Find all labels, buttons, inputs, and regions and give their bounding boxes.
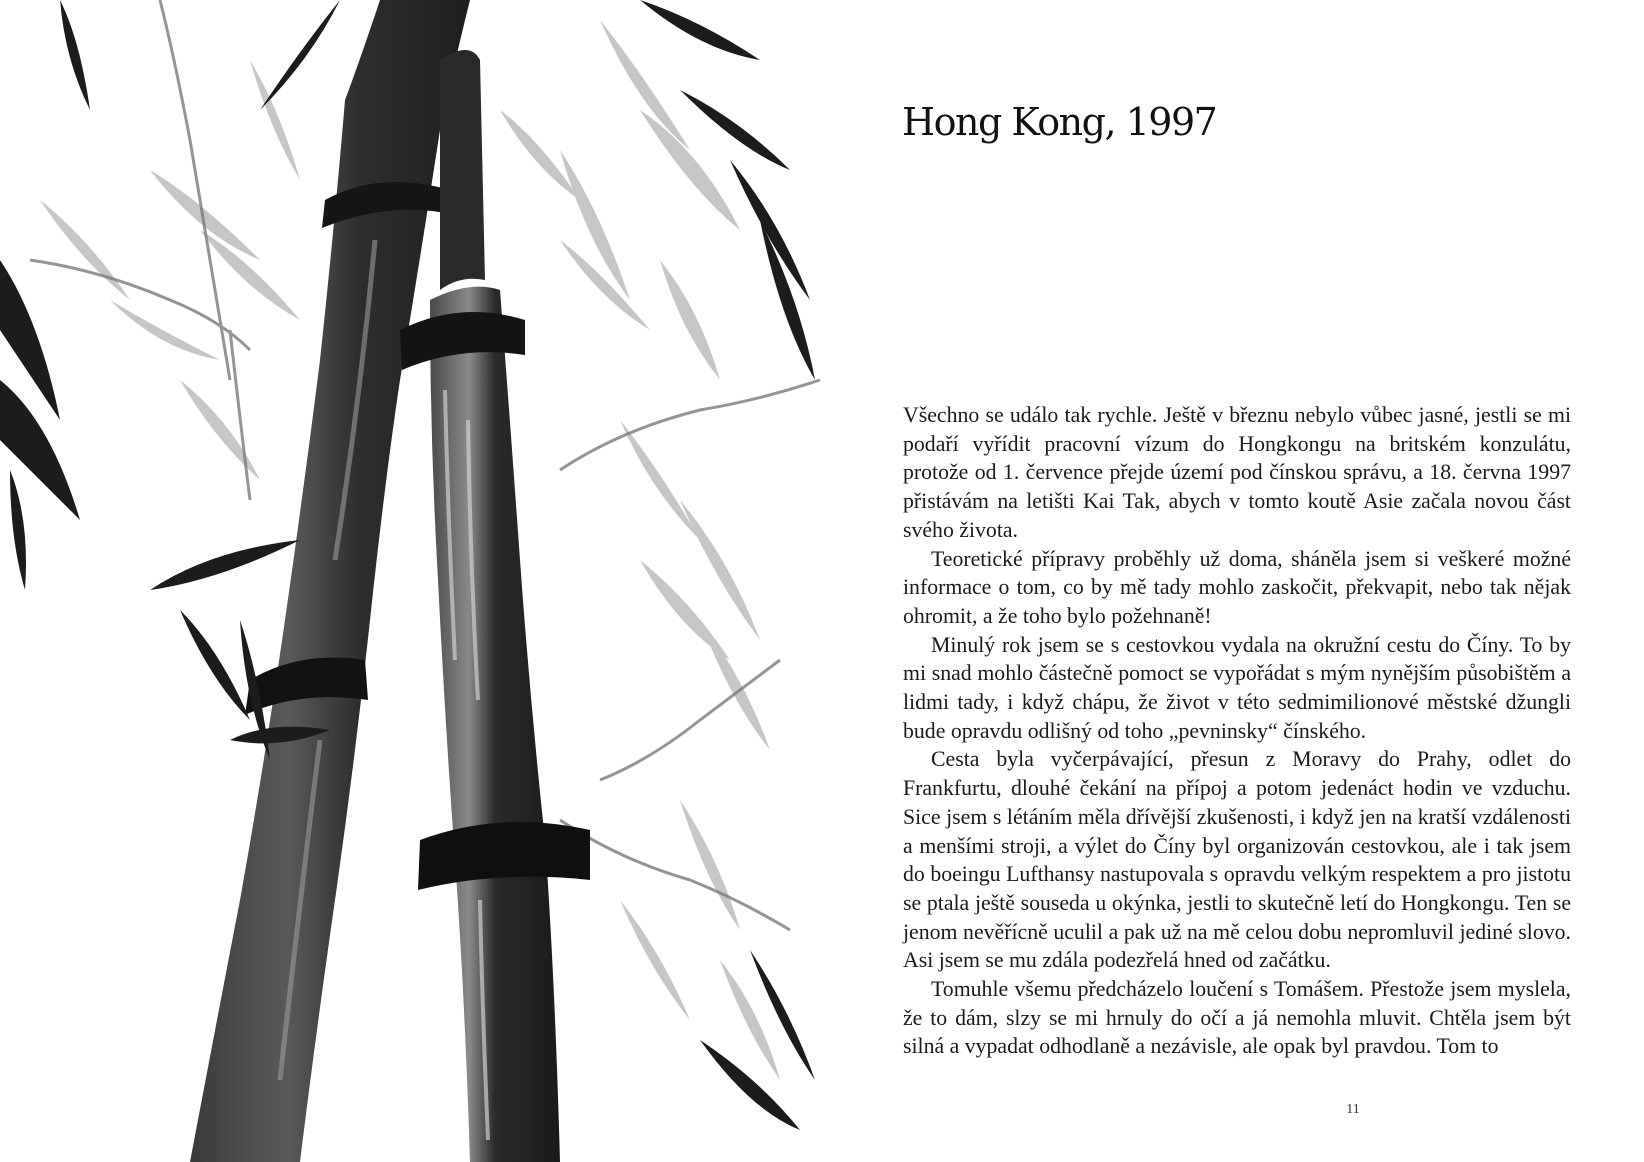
paragraph: Tomuhle všemu předcházelo loučení s Tomášem. Přestože jsem myslela, že to dám, slzy se mi hrnuly do očí a já nemohla mluvit. Chtěla jsem být silná a vypadat odhodlaně a nezávisle, ale opak byl pravdou. Tom to	[903, 977, 1571, 1059]
page-number: 11	[1346, 1102, 1360, 1117]
chapter-title: Hong Kong, 1997	[902, 100, 1217, 144]
paragraph: Cesta byla vyčerpávající, přesun z Moravy do Prahy, odlet do Frankfurtu, dlouhé čekání na přípoj a potom jedenáct hodin ve vzduchu. Sice jsem s létáním měla dřívější zkušenosti, i když jen na kratší vzdálenosti a menšími stroji, a výlet do Číny byl organizován cestovkou, ale i tak jsem do boeingu Lufthansy nastupovala s opravdu velkým respektem a pro jistotu se ptala ještě souseda u okýnka, jestli to skutečně letí do Hongkongu. Ten se jenom nevěřícně uculil a pak už na mě celou dobu nepromluvil jediné slovo. Asi jsem se mu zdála podezřelá hned od začátku.	[903, 747, 1571, 973]
paragraph: Minulý rok jsem se s cestovkou vydala na okružní cestu do Číny. To by mi snad mohlo částečně pomoct se vypořádat s mým nynějším působištěm a lidmi tady, i když chápu, že život v této sedmimilionové městské džungli bude opravdu odlišný od toho „pevninsky“ čínského.	[903, 632, 1571, 743]
paragraph: Všechno se událo tak rychle. Ještě v březnu nebylo vůbec jasné, jestli se mi podaří vyřídit pracovní vízum do Hongkongu na britském konzulátu, protože od 1. července přejde území pod čínskou správu, a 18. června 1997 přistávám na letišti Kai Tak, abych v tomto koutě Asie začala novou část svého života.	[903, 403, 1571, 542]
chapter-body	[903, 401, 1571, 1061]
right-page-text	[822, 0, 1644, 1162]
paragraph: Teoretické přípravy proběhly už doma, sháněla jsem si veškeré možné informace o tom, co by mě tady mohlo zaskočit, překvapit, nebo tak nějak ohromit, a že toho bylo požehnaně!	[903, 546, 1571, 628]
